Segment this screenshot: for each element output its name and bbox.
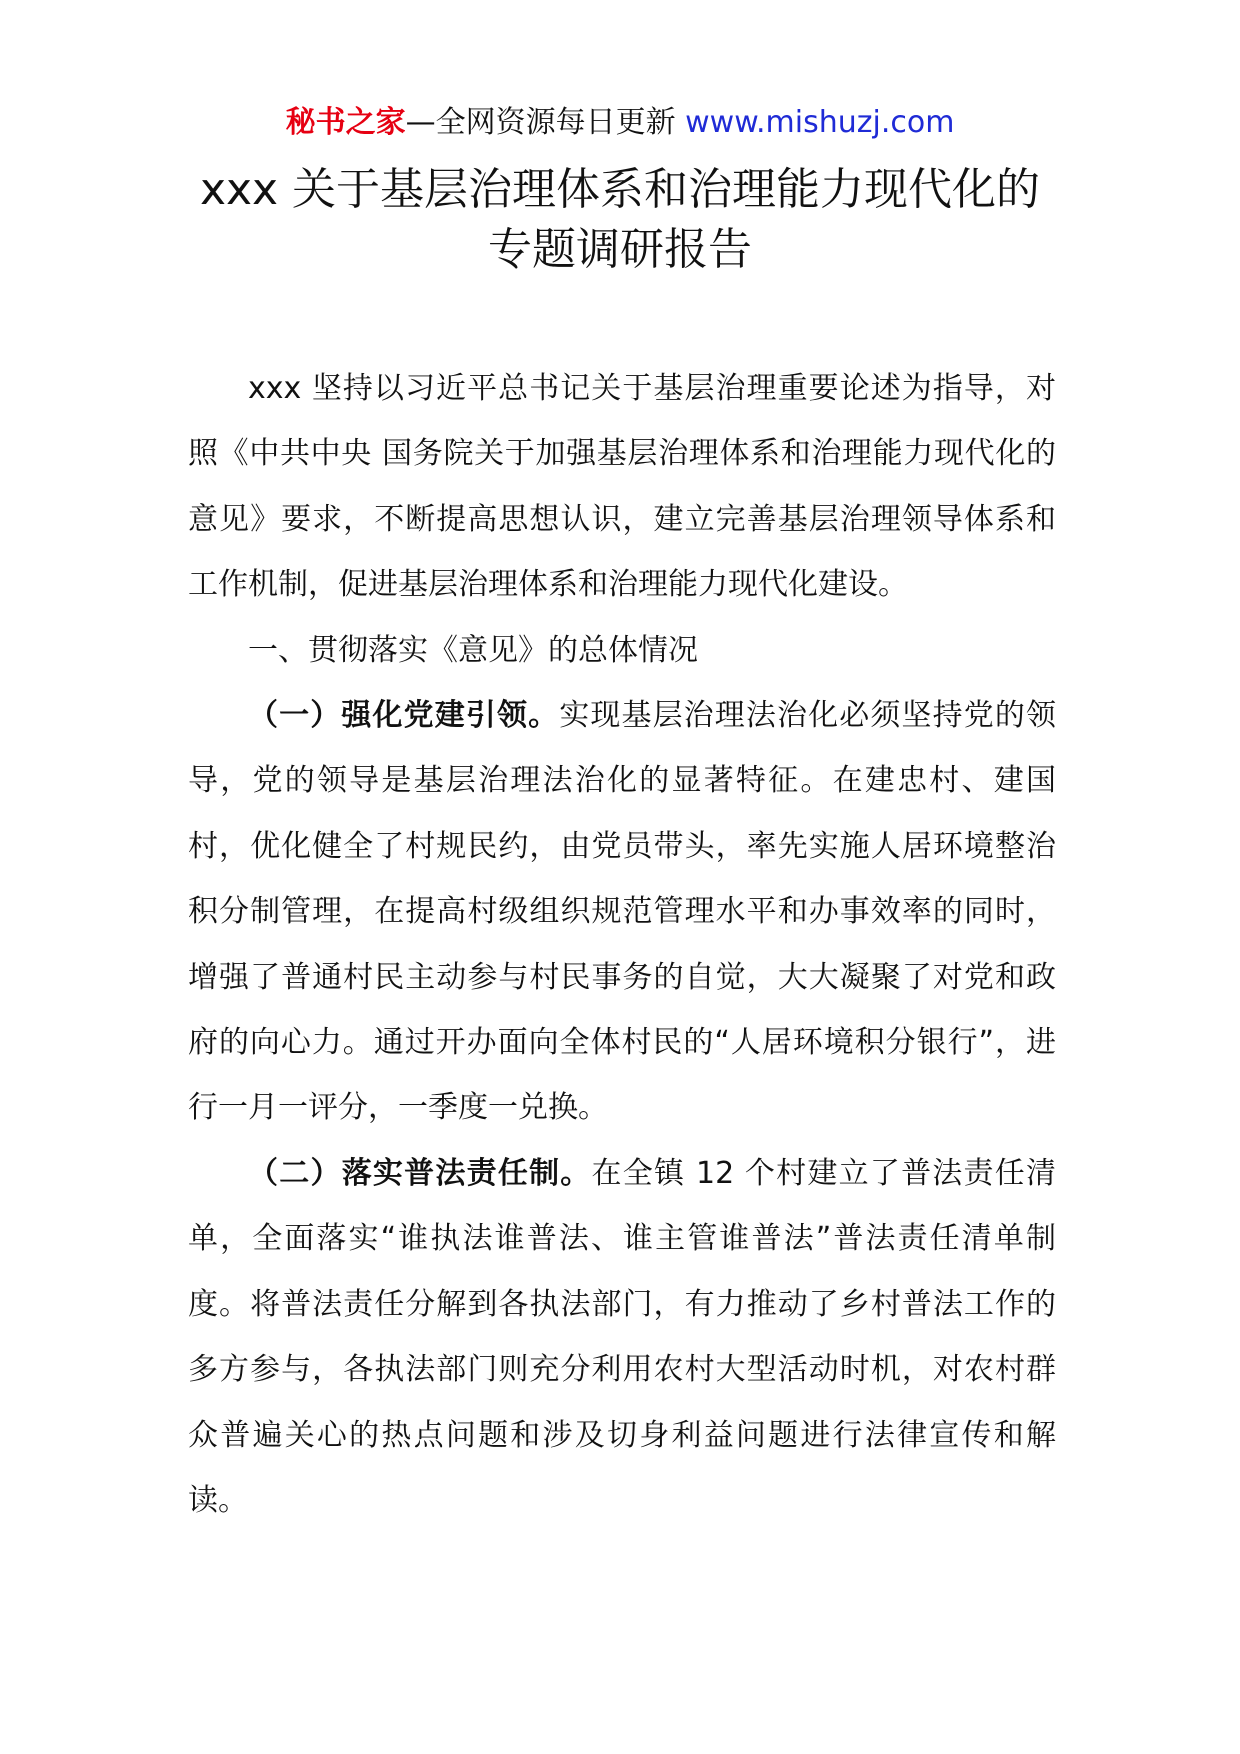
document-body <box>188 356 1056 1533</box>
subsection-heading-1: （一）强化党建引领。 <box>248 698 560 734</box>
header-tagline: —全网资源每日更新 <box>405 105 676 140</box>
title-line-1: xxx 关于基层治理体系和治理能力现代化的 <box>199 164 1041 215</box>
subsection-heading-2: （二）落实普法责任制。 <box>248 1155 592 1191</box>
site-header <box>0 100 1240 146</box>
section-heading: 一、贯彻落实《意见》的总体情况 <box>248 632 698 668</box>
paragraph-legal-responsibility <box>188 1141 1056 1533</box>
paragraph-1-body: 实现基层治理法治化必须坚持党的领导，党的领导是基层治理法治化的显著特征。在建忠村、建国村，优化健全了村规民约，由党员带头，率先实施人居环境整治积分制管理，在提高村级组织规范管理水平和办事效率的同时，增强了普通村民主动参与村民事务的自觉，大大凝聚了对党和政府的向心力。通过开办面向全体村民的“人居环境积分银行”，进行一月一评分，一季度一兑换。 <box>188 698 1057 1126</box>
intro-paragraph: xxx 坚持以习近平总书记关于基层治理重要论述为指导，对照《中共中央 国务院关于加强基层治理体系和治理能力现代化的意见》要求，不断提高思想认识，建立完善基层治理领导体系和工作机制，促进基层治理体系和治理能力现代化建设。 <box>188 371 1056 603</box>
site-url-link[interactable]: www.mishuzj.com <box>685 105 955 140</box>
paragraph-party-leadership <box>188 683 1056 1141</box>
document-title <box>150 160 1090 280</box>
paragraph-2-body: 在全镇 12 个村建立了普法责任清单，全面落实“谁执法谁普法、谁主管谁普法”普法责任清单制度。将普法责任分解到各执法部门，有力推动了乡村普法工作的多方参与，各执法部门则充分利用农村大型活动时机，对农村群众普遍关心的热点问题和涉及切身利益问题进行法律宣传和解读。 <box>188 1155 1056 1518</box>
title-line-2: 专题调研报告 <box>488 224 752 275</box>
brand-name: 秘书之家 <box>285 105 406 140</box>
